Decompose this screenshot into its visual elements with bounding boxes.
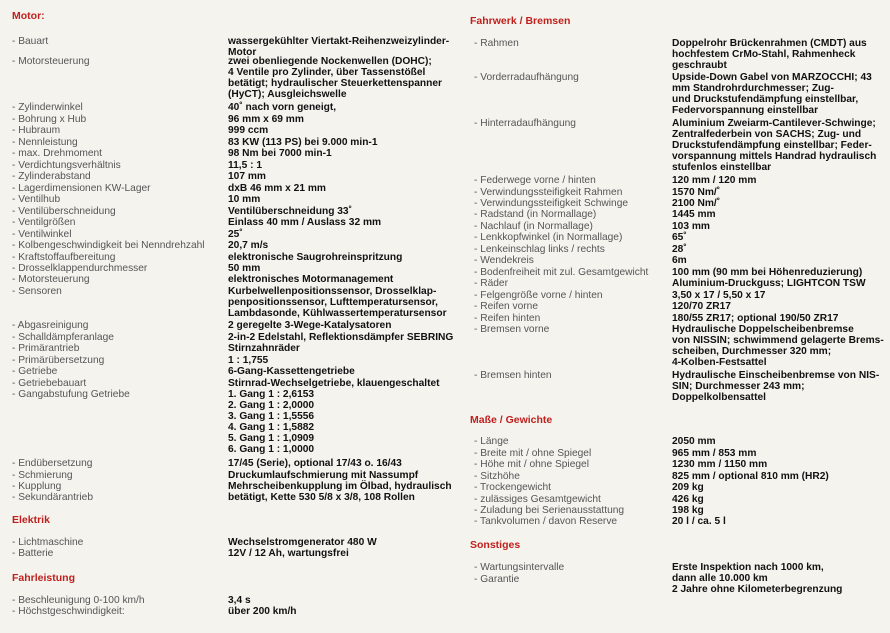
spec-value-line: 4-Kolben-Festsattel <box>672 357 767 368</box>
spec-value-line: 6m <box>672 255 687 266</box>
spec-value <box>672 278 866 289</box>
spec-value-line: Hydraulische Einscheibenbremse von NIS- <box>672 370 880 381</box>
section-heading: Motor: <box>12 10 45 22</box>
spec-value-line: 1570 Nm/˚ <box>672 187 721 198</box>
spec-value-line: Wechselstromgenerator 480 W <box>228 537 377 548</box>
spec-label: - Sekundärantrieb <box>12 492 93 503</box>
spec-label: - Trockengewicht <box>474 482 552 493</box>
spec-label: - zulässiges Gesamtgewicht <box>474 494 601 505</box>
spec-value-line: 2. Gang 1 : 2,0000 <box>228 400 315 411</box>
spec-value-line: 1. Gang 1 : 2,6153 <box>228 389 315 400</box>
spec-value-line: 3,50 x 17 / 5,50 x 17 <box>672 290 766 301</box>
spec-label: - Kraftstoffaufbereitung <box>12 252 116 263</box>
spec-value-line: 40˚ nach vorn geneigt, <box>228 102 337 113</box>
spec-value-line: 2100 Nm/˚ <box>672 198 721 209</box>
spec-label: - Motorsteuerung <box>12 274 90 285</box>
spec-value <box>228 229 243 240</box>
spec-label: - Beschleunigung 0-100 km/h <box>12 595 145 606</box>
spec-value-line: wassergekühlter Viertakt-Reihenzweizylinder- <box>228 36 450 47</box>
spec-value <box>672 187 720 198</box>
spec-value-line: 50 mm <box>228 263 261 274</box>
spec-value <box>228 194 260 205</box>
spec-value-line: 5. Gang 1 : 1,0909 <box>228 433 315 444</box>
spec-label: - Lenkkopfwinkel (in Normallage) <box>474 232 623 243</box>
spec-value-line: 120 mm / 120 mm <box>672 175 757 186</box>
spec-value-line: 2 Jahre ohne Kilometerbegrenzung <box>672 584 843 595</box>
spec-label: - Tankvolumen / davon Reserve <box>474 516 618 527</box>
spec-value-line: 965 mm / 853 mm <box>672 448 757 459</box>
spec-value-line: 11,5 : 1 <box>228 160 262 171</box>
spec-value-line: Druckumlaufschmierung mit Nassumpf <box>228 470 419 481</box>
spec-label: - Nachlauf (in Normallage) <box>474 221 593 232</box>
spec-value-line: 103 mm <box>672 221 710 232</box>
spec-value <box>228 389 314 455</box>
spec-value-line: Kurbelwellenpositionssensor, Drosselklap- <box>228 286 437 297</box>
spec-value-line: 83 KW (113 PS) bei 9.000 min-1 <box>228 137 378 148</box>
spec-label: - Verwindungssteifigkeit Rahmen <box>474 187 623 198</box>
spec-value <box>672 198 720 209</box>
spec-label: - Kupplung <box>12 481 62 492</box>
spec-value-line: 1230 mm / 1150 mm <box>672 459 768 470</box>
spec-value <box>672 38 867 71</box>
spec-value-line: mm Standrohrdurchmesser; Zug- <box>672 83 834 94</box>
spec-value-line: betätigt; hydraulischer Steuerkettenspanner <box>228 78 442 89</box>
spec-label: - Motorsteuerung <box>12 56 90 67</box>
spec-label: - Räder <box>474 278 508 289</box>
spec-value-line: 3. Gang 1 : 1,5556 <box>228 411 315 422</box>
spec-label: - Ventilüberschneidung <box>12 206 116 217</box>
spec-value <box>228 595 251 606</box>
spec-value-line: 999 ccm <box>228 125 269 136</box>
spec-value-line: 2050 mm <box>672 436 716 447</box>
spec-value-line: Upside-Down Gabel von MARZOCCHI; 43 <box>672 72 872 83</box>
spec-value <box>228 458 402 469</box>
spec-label: - Batterie <box>12 548 54 559</box>
spec-value-line: 1445 mm <box>672 209 716 220</box>
spec-value-line: 20,7 m/s <box>228 240 269 251</box>
spec-value <box>228 320 391 331</box>
spec-label: - Länge <box>474 436 509 447</box>
spec-label: - Breite mit / ohne Spiegel <box>474 448 592 459</box>
spec-value <box>672 244 687 255</box>
spec-value-line: von NISSIN; schwimmend gelagerte Brems- <box>672 335 884 346</box>
spec-label: - Drosselklappendurchmesser <box>12 263 148 274</box>
spec-value-line: 107 mm <box>228 171 266 182</box>
spec-value-line: 198 kg <box>672 505 704 516</box>
spec-value-line: penpositionssensor, Lufttemperatursensor, <box>228 297 439 308</box>
spec-value-line: über 200 km/h <box>228 606 297 617</box>
spec-value-line: Hydraulische Doppelscheibenbremse <box>672 324 854 335</box>
spec-value <box>228 183 326 194</box>
spec-value <box>228 102 336 113</box>
spec-label: - Verwindungssteifigkeit Schwinge <box>474 198 629 209</box>
spec-value-line: Erste Inspektion nach 1000 km, <box>672 562 824 573</box>
spec-value-line: Stirnrad-Wechselgetriebe, klauengeschaltet <box>228 378 440 389</box>
section-heading: Maße / Gewichte <box>470 414 553 426</box>
spec-label: - Schmierung <box>12 470 73 481</box>
spec-value <box>672 324 884 368</box>
spec-label: - Lenkeinschlag links / rechts <box>474 244 605 255</box>
spec-value-line: dxB 46 mm x 21 mm <box>228 183 326 194</box>
spec-value <box>672 255 687 266</box>
spec-label: - Reifen hinten <box>474 313 541 324</box>
spec-value <box>228 240 268 251</box>
spec-value <box>228 217 381 228</box>
spec-value <box>672 72 872 116</box>
spec-value <box>672 209 716 220</box>
spec-value-line: (HyCT); Ausgleichswelle <box>228 89 347 100</box>
spec-value-line: 2 geregelte 3-Wege-Katalysatoren <box>228 320 392 331</box>
spec-label: - Felgengröße vorne / hinten <box>474 290 603 301</box>
spec-label: - Getriebebauart <box>12 378 87 389</box>
spec-value-line: 25˚ <box>228 229 243 240</box>
spec-value <box>228 56 442 100</box>
spec-label: - Sensoren <box>12 286 62 297</box>
spec-label: - Garantie <box>474 574 520 585</box>
spec-value <box>672 290 765 301</box>
spec-value-line: 2-in-2 Edelstahl, Reflektionsdämpfer SEBRING <box>228 332 454 343</box>
spec-value-line: 4. Gang 1 : 1,5882 <box>228 422 315 433</box>
spec-value-line: 209 kg <box>672 482 704 493</box>
spec-label: - Schalldämpferanlage <box>12 332 114 343</box>
spec-value-line: stufenlos einstellbar <box>672 162 772 173</box>
spec-value-line: Einlass 40 mm / Auslass 32 mm <box>228 217 382 228</box>
spec-value-line: 120/70 ZR17 <box>672 301 731 312</box>
spec-value-line: Zentralfederbein von SACHS; Zug- und <box>672 129 862 140</box>
spec-value <box>672 301 731 312</box>
spec-value-line: und Druckstufendämpfung einstellbar, <box>672 94 859 105</box>
spec-value <box>228 378 440 389</box>
spec-value-line: vorspannung mittels Handrad hydraulisch <box>672 151 877 162</box>
spec-value <box>228 263 260 274</box>
spec-value <box>672 482 704 493</box>
spec-value <box>672 562 842 595</box>
spec-value-line: 96 mm x 69 mm <box>228 114 304 125</box>
spec-value-line: betätigt, Kette 530 5/8 x 3/8, 108 Rollen <box>228 492 415 503</box>
spec-label: - Wendekreis <box>474 255 534 266</box>
spec-label: - Ventilhub <box>12 194 61 205</box>
spec-label: - Lagerdimensionen KW-Lager <box>12 183 151 194</box>
spec-value-line: Lambdasonde, Kühlwassertemperatursensor <box>228 308 447 319</box>
spec-label: - Bohrung x Hub <box>12 114 87 125</box>
spec-value-line: 4 Ventile pro Zylinder, über Tassenstößel <box>228 67 426 78</box>
spec-value-line: zwei obenliegende Nockenwellen (DOHC); <box>228 56 432 67</box>
spec-label: - Endübersetzung <box>12 458 93 469</box>
section-heading: Fahrwerk / Bremsen <box>470 15 571 27</box>
spec-label: - Bremsen hinten <box>474 370 552 381</box>
spec-value-line: 65˚ <box>672 232 687 243</box>
spec-value <box>228 137 377 148</box>
spec-value-line: Doppelrohr Brückenrahmen (CMDT) aus <box>672 38 867 49</box>
spec-value-line: 1 : 1,755 <box>228 355 269 366</box>
spec-label: - Lichtmaschine <box>12 537 84 548</box>
spec-label: - Ventilgrößen <box>12 217 76 228</box>
spec-label: - Nennleistung <box>12 137 78 148</box>
spec-label: - max. Drehmoment <box>12 148 103 159</box>
spec-value-line: Ventilüberschneidung 33˚ <box>228 206 352 217</box>
spec-value <box>672 267 862 278</box>
spec-label: - Federwege vorne / hinten <box>474 175 596 186</box>
spec-value <box>228 206 352 217</box>
section-heading: Elektrik <box>12 514 50 526</box>
spec-label: - Sitzhöhe <box>474 471 520 482</box>
spec-value <box>228 343 300 354</box>
spec-value-line: 20 l / ca. 5 l <box>672 516 726 527</box>
spec-label: - Höhe mit / ohne Spiegel <box>474 459 589 470</box>
spec-label: - Gangabstufung Getriebe <box>12 389 130 400</box>
spec-label: - Primärübersetzung <box>12 355 105 366</box>
spec-value <box>672 494 704 505</box>
spec-value-line: Stirnzahnräder <box>228 343 300 354</box>
spec-value <box>672 505 704 516</box>
spec-value-line: elektronische Saugrohreinspritzung <box>228 252 403 263</box>
spec-label: - Bodenfreiheit mit zul. Gesamtgewicht <box>474 267 649 278</box>
spec-value-line: 180/55 ZR17; optional 190/50 ZR17 <box>672 313 839 324</box>
spec-value-line: 28˚ <box>672 244 687 255</box>
spec-value-line: 825 mm / optional 810 mm (HR2) <box>672 471 829 482</box>
spec-value-line: 10 mm <box>228 194 261 205</box>
spec-label: - Radstand (in Normallage) <box>474 209 597 220</box>
spec-value <box>228 366 355 377</box>
spec-label: - Zylinderabstand <box>12 171 91 182</box>
spec-value-line: 17/45 (Serie), optional 17/43 o. 16/43 <box>228 458 402 469</box>
spec-value-line: scheiben, Durchmesser 320 mm; <box>672 346 832 357</box>
spec-value <box>228 125 268 136</box>
spec-value <box>228 252 402 263</box>
spec-value <box>672 221 710 232</box>
spec-value <box>228 606 297 617</box>
spec-value-line: 3,4 s <box>228 595 251 606</box>
spec-label: - Bauart <box>12 36 49 47</box>
spec-label: - Primärantrieb <box>12 343 80 354</box>
spec-value <box>228 537 377 548</box>
spec-value <box>672 471 829 482</box>
spec-value <box>672 516 726 527</box>
spec-label: - Getriebe <box>12 366 58 377</box>
spec-value-line: 98 Nm bei 7000 min-1 <box>228 148 332 159</box>
section-heading: Fahrleistung <box>12 572 76 584</box>
spec-value <box>672 448 756 459</box>
spec-value <box>228 332 453 343</box>
spec-value <box>672 118 876 173</box>
spec-value <box>672 313 838 324</box>
spec-value <box>228 481 452 503</box>
spec-label: - Reifen vorne <box>474 301 538 312</box>
spec-value <box>672 370 879 403</box>
spec-label: - Hinterradaufhängung <box>474 118 576 129</box>
spec-label: - Höchstgeschwindigkeit: <box>12 606 125 617</box>
spec-value-line: geschraubt <box>672 60 727 71</box>
spec-value-line: Aluminium Zweiarm-Cantilever-Schwinge; <box>672 118 876 129</box>
spec-value <box>228 355 268 366</box>
spec-value <box>228 114 304 125</box>
spec-value-line: 426 kg <box>672 494 704 505</box>
spec-value-line: 6-Gang-Kassettengetriebe <box>228 366 355 377</box>
spec-value-line: 100 mm (90 mm bei Höhenreduzierung) <box>672 267 863 278</box>
spec-label: - Zuladung bei Serienausstattung <box>474 505 625 516</box>
spec-value-line: Mehrscheibenkupplung im Ölbad, hydraulisch <box>228 481 452 492</box>
spec-label: - Ventilwinkel <box>12 229 72 240</box>
spec-value-line: SIN; Durchmesser 243 mm; <box>672 381 805 392</box>
spec-value-line: Federvorspannung einstellbar <box>672 105 819 116</box>
spec-value <box>228 36 449 58</box>
spec-value <box>672 459 767 470</box>
spec-label: - Rahmen <box>474 38 519 49</box>
spec-label: - Abgasreinigung <box>12 320 89 331</box>
spec-value-line: Motor <box>228 47 257 58</box>
spec-value-line: 6. Gang 1 : 1,0000 <box>228 444 315 455</box>
spec-value <box>228 160 262 171</box>
spec-value-line: Doppelkolbensattel <box>672 392 766 403</box>
spec-value <box>228 548 349 559</box>
spec-value <box>228 171 266 182</box>
spec-label: - Zylinderwinkel <box>12 102 83 113</box>
spec-label: - Wartungsintervalle <box>474 562 565 573</box>
spec-label: - Vorderradaufhängung <box>474 72 579 83</box>
spec-value-line: dann alle 10.000 km <box>672 573 768 584</box>
spec-value <box>228 470 418 481</box>
spec-value <box>672 175 756 186</box>
spec-label: - Bremsen vorne <box>474 324 550 335</box>
spec-label: - Verdichtungsverhältnis <box>12 160 121 171</box>
spec-label: - Hubraum <box>12 125 61 136</box>
spec-value-line: Druckstufendämpfung einstellbar; Feder- <box>672 140 872 151</box>
spec-value-line: hochfestem CrMo-Stahl, Rahmenheck <box>672 49 856 60</box>
spec-value-line: Aluminium-Druckguss; LIGHTCON TSW <box>672 278 866 289</box>
spec-value <box>228 148 332 159</box>
spec-value <box>228 274 393 285</box>
spec-value <box>672 436 716 447</box>
spec-value <box>228 286 447 319</box>
spec-value-line: elektronisches Motormanagement <box>228 274 394 285</box>
spec-value <box>672 232 687 243</box>
section-heading: Sonstiges <box>470 539 521 551</box>
spec-value-line: 12V / 12 Ah, wartungsfrei <box>228 548 349 559</box>
spec-label: - Kolbengeschwindigkeit bei Nenndrehzahl <box>12 240 205 251</box>
